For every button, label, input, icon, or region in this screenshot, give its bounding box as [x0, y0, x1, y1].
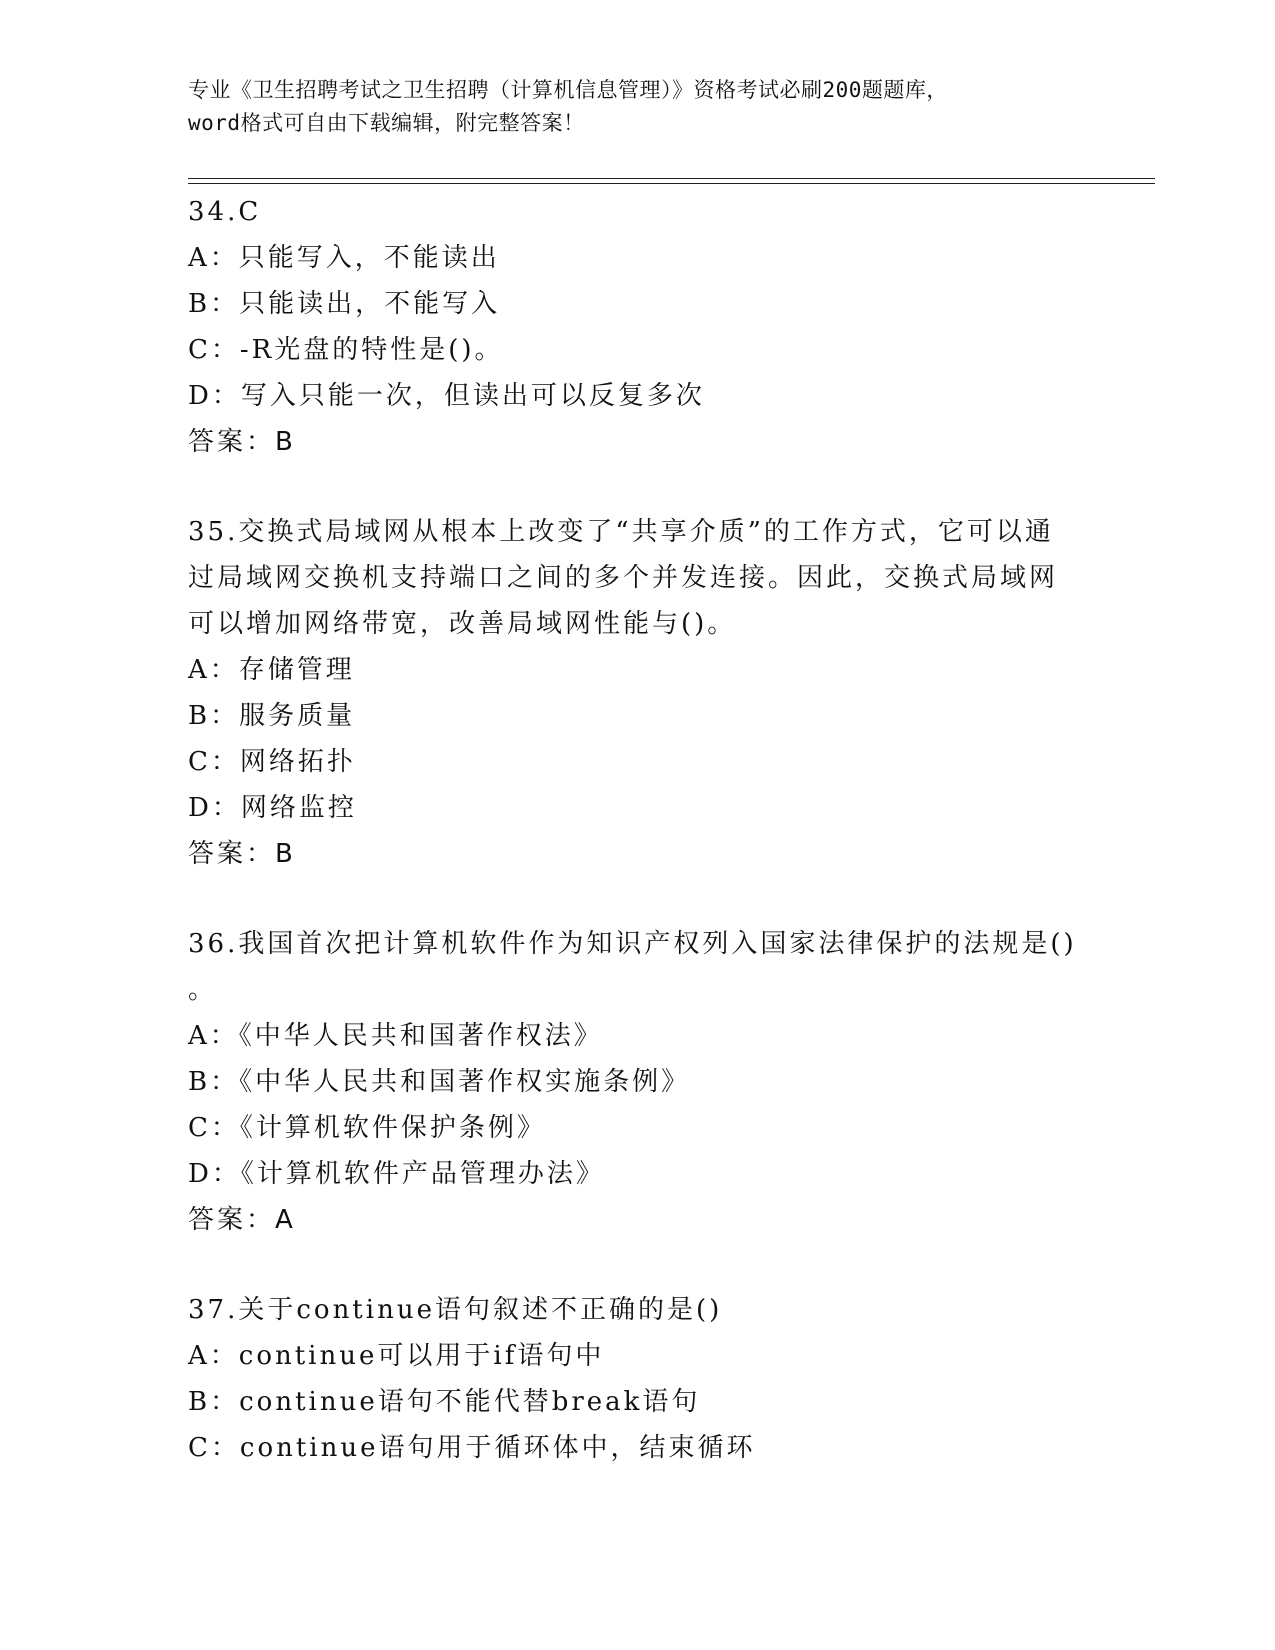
- question-stem: 可以增加网络带宽，改善局域网性能与()。: [188, 609, 737, 639]
- header-title-line-1: 专业《卫生招聘考试之卫生招聘（计算机信息管理）》资格考试必刷200题题库，: [188, 78, 948, 102]
- question-35: [188, 509, 1088, 877]
- spacer: [188, 465, 1088, 509]
- option-a: A：《中华人民共和国著作权法》: [188, 1021, 603, 1051]
- spacer: [188, 877, 1088, 921]
- question-stem: 35.交换式局域网从根本上改变了“共享介质”的工作方式，它可以通: [188, 517, 1054, 547]
- answer-line: 答案：B: [188, 427, 296, 457]
- option-a: A：只能写入，不能读出: [188, 243, 500, 273]
- option-b: B：continue语句不能代替break语句: [188, 1387, 701, 1417]
- spacer: [188, 1243, 1088, 1287]
- option-d: D：网络监控: [188, 793, 357, 823]
- option-c: C：-R光盘的特性是()。: [188, 335, 504, 365]
- question-stem: 37.关于continue语句叙述不正确的是(): [188, 1295, 723, 1325]
- option-a: A：continue可以用于if语句中: [188, 1341, 605, 1371]
- option-b: B：《中华人民共和国著作权实施条例》: [188, 1067, 691, 1097]
- question-stem: 。: [188, 975, 218, 1005]
- question-34: [188, 189, 1088, 465]
- document-header: [188, 74, 1088, 140]
- question-stem: 过局域网交换机支持端口之间的多个并发连接。因此，交换式局域网: [188, 563, 1059, 593]
- option-c: C：《计算机软件保护条例》: [188, 1113, 546, 1143]
- question-list: [188, 189, 1088, 1471]
- answer-line: 答案：B: [188, 839, 296, 869]
- header-divider-top: [188, 178, 1155, 179]
- option-b: B：只能读出，不能写入: [188, 289, 501, 319]
- question-stem: 34.C: [188, 197, 262, 227]
- option-c: C：网络拓扑: [188, 747, 356, 777]
- option-d: D：写入只能一次，但读出可以反复多次: [188, 381, 705, 411]
- option-c: C：continue语句用于循环体中，结束循环: [188, 1433, 756, 1463]
- header-divider-bottom: [188, 183, 1155, 184]
- option-b: B：服务质量: [188, 701, 356, 731]
- option-d: D：《计算机软件产品管理办法》: [188, 1159, 605, 1189]
- header-title-line-2: word格式可自由下载编辑，附完整答案！: [188, 111, 585, 135]
- question-37: [188, 1287, 1088, 1471]
- option-a: A：存储管理: [188, 655, 355, 685]
- question-36: [188, 921, 1088, 1243]
- question-stem: 36.我国首次把计算机软件作为知识产权列入国家法律保护的法规是(): [188, 929, 1077, 959]
- answer-line: 答案：A: [188, 1205, 296, 1235]
